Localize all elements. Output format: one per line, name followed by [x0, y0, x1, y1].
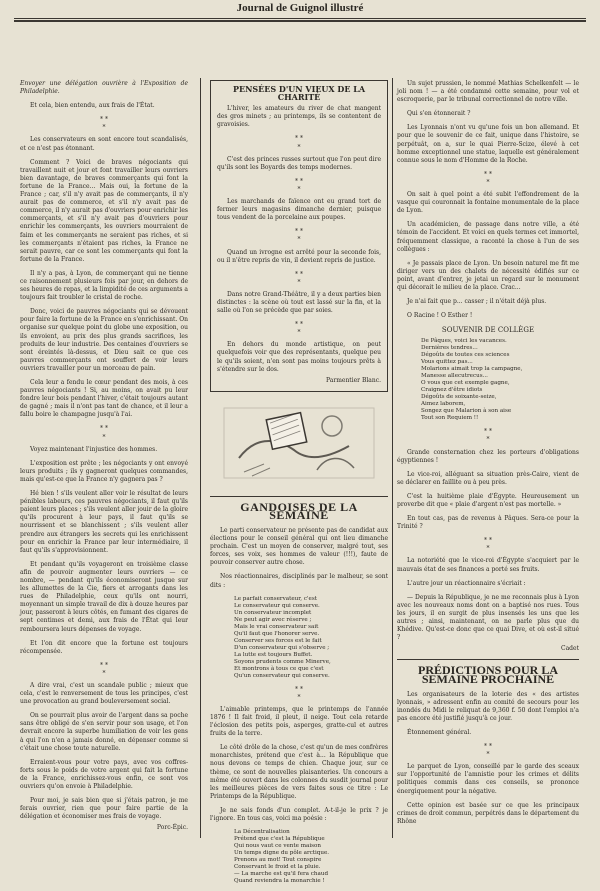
divider: [397, 659, 579, 660]
paragraph: L'aimable printemps, que le printemps de l'année 1876 ! Il fait froid, il pleut, il neige. Tout cela retarde l'éclosion des petits pois, asperges, gratte-cul et autres fruits de la terre.: [210, 705, 388, 738]
paragraph: Nos réactionnaires, disciplinés par le malheur, se sont dits :: [210, 573, 388, 589]
signature: Porc-Épic.: [156, 824, 188, 832]
section-stars: * * *: [100, 661, 108, 677]
paragraph: Les Lyonnais n'ont vu qu'une fois un bon allemand. Et pour que le souvenir de ce fait, unique dans l'histoire, se perpétuât, on a, sur le quai Pierre-Scize, élevé à cet homme exceptionnel une statue, laquelle est généralement connue sous le nom d'Homme de la Roche.: [397, 124, 579, 164]
paragraph: Le côté drôle de la chose, c'est qu'un de mes confrères monarchistes, prétend que c'est à... la République que nous devons ce temps de chien. Chaque jour, sur ce thème, ce sont de nouvelles plaisanteries. Un concours a même été ouvert dans les colonnes du susdit journal pour les meilleures pièces de vers faites sous ce titre : Le Printemps de la République.: [210, 744, 388, 800]
paragraph: A dire vrai, c'est un scandale public ; mieux que cela, c'est le renversement de tous les principes, c'est une provocation au grand bouleversement social.: [20, 682, 188, 706]
poem-line: Prenons au mot! Tout conspire: [234, 857, 322, 864]
poem-line: Craignez d'être idiots: [421, 387, 483, 394]
section-stars: * * *: [295, 685, 303, 701]
poem-line: Soyons prudents comme Minerve,: [234, 658, 331, 665]
poem-line: Conservant le froid et la pluie.: [234, 864, 321, 871]
paragraph: C'est des princes russes surtout que l'on peut dire qu'ils sont les Boyards des temps modernes.: [217, 155, 381, 171]
poem-line: Dégoûts de soixante-seize,: [421, 394, 497, 401]
section-title: GANDOISES DE LA SEMAINE: [240, 499, 358, 522]
poem-line: Qui nous vaut ce vente maison: [234, 843, 322, 850]
column-3: [397, 80, 579, 832]
paragraph: Comment ? Voici de braves négociants qui travaillent nuit et jour et font travailler leurs ouvriers bien davantage, de braves commerçants qui font la fortune de la France... Mais oui, la fortune de la France ; car, s'il n'y avait pas de commerçants, il n'y aurait pas de commerce, et s'il n'y avait pas de commerce, il n'y aurait pas d'ouvriers pour enrichir les commerçants, et s'il n'y avait pas d'ouvriers pour enrichir les commerçants, les ouvriers mourraient de faim et les commerçants ne seraient pas riches, et si les commerçants n'étaient pas riches, la France ne serait pauvre, car ce sont les commerçants qui font la fortune de la France.: [20, 158, 188, 263]
poem-line: Songez que Malarion à son aise: [421, 408, 512, 415]
section-stars: * * *: [295, 177, 303, 193]
intro-line: Envoyer une délégation ouvrière à l'Exposition de Philadelphie.: [20, 80, 188, 96]
section-stars: * * *: [295, 321, 303, 337]
section-stars: * * *: [484, 743, 492, 759]
paragraph: Il n'y a pas, à Lyon, de commerçant qui ne tienne ce raisonnement plusieurs fois par jour, en dehors de ses heures de repas, et la limpidité de ces arguments a toujours fait troubler le cristal de roche.: [20, 269, 188, 302]
poem: [234, 596, 388, 680]
poem-line: Qu'il faut que l'honorer serve.: [234, 630, 320, 637]
poem-line: Dernières tendres...: [421, 345, 478, 352]
paragraph: Donc, voici de pauvres négociants qui se dévouent pour faire la fortune de la France en s'enrichissant. On organise sur quelque point du globe une exposition, ou ils envoient, au prix des plus grands sacrifices, les produits de leur industrie. Des centaines d'ouvriers se sont éreintés là-dessus, et Dieu sait ce que ces pauvres commerçants ont souffert de voir leurs ouvriers travailler pour un morceau de pain.: [20, 308, 188, 372]
section-stars: * * *: [295, 270, 303, 286]
page-header: [0, 0, 600, 72]
paragraph: « Je passais place de Lyon. Un besoin naturel me fit me diriger vers un des chalets de nécessité édifiés sur ce point, avant d'entrer, je jetai un regard sur le monument qui décorait le milieu de la place. Crac...: [397, 259, 579, 291]
section-stars: * * *: [484, 428, 492, 444]
paragraph: Les organisateurs de la loterie des « des artistes lyonnais, » adressent enfin au comité de secours pour les inondés du Midi le reliquat de 9,360 f. 50 dont l'emploi n'a pas encore été justifié jusqu'à ce jour.: [397, 690, 579, 722]
section-stars: * * *: [484, 537, 492, 553]
poem-line: Conserver ses forces est le fait: [234, 637, 322, 644]
poem-line: Dégoûts de toutes ces sciences: [421, 352, 510, 359]
paragraph: L'autre jour un réactionnaire s'écriait :: [407, 579, 526, 587]
poem: [421, 338, 579, 422]
column-2: [210, 80, 388, 891]
section-stars: * * *: [100, 116, 108, 132]
paragraph: Hé bien ! s'ils veulent aller voir le résultat de leurs pénibles labeurs, ces pauvres négociants, il faut qu'ils paient leurs places ; s'ils veulent aller jouir de la gloire qu'ils procurent à leur pays, il faut qu'ils se nourrissent et se blanchissent ; s'ils veulent aller prendre aux étrangers les secrets qui les enrichissent pour en enrichir la France par leur intermédiaire, il faut qu'ils s'approvisionnent.: [20, 490, 188, 554]
header-rule-thick: [14, 20, 586, 22]
poem-line: O vous que cet exemple gagne,: [421, 380, 510, 387]
poem-line: Un conservateur incomplet: [234, 609, 312, 616]
section-title: PRÉDICTIONS POUR LA SEMAINE PROCHAINE: [417, 663, 558, 686]
poem-line: De Pâques, voici les vacances.: [421, 338, 507, 345]
paragraph: — Depuis la République, je ne me reconnais plus à Lyon avec les nouveaux noms dont on a baptisé nos rues. Tous les jours, il en surgit de plus insensés les uns que les autres ; ainsi, maintenant, on ne parle plus que du Khédive. Qu'est-ce donc que ce quai Dive, et où est-il situé ?: [397, 593, 579, 642]
paragraph: Le parquet de Lyon, conseillé par le garde des sceaux sur l'opportunité de l'amnistie pour les crimes et délits politiques commis dans ces conseils, se prononce énergiquement pour la négative.: [397, 763, 579, 795]
paragraph: Un sujet prussien, le nommé Mathias Schelkenfelt — le joli nom ! — a été condamné cette semaine, pour vol et escroquerie, par le tribunal correctionnel de notre ville.: [397, 80, 579, 104]
paragraph: Le vice-roi, alléguant sa situation près-Caire, vient de se déclarer en faillite ou à peu près.: [397, 470, 579, 486]
paragraph: On se pourrait plus avoir de l'argent dans sa poche sans être obligé de s'en servir pour son usage, et l'on devrait encore la superbe humiliation de voir les gens à qui l'on n'en a jamais donné, en dépenser comme si c'était une chose toute naturelle.: [20, 712, 188, 752]
poem: [234, 829, 388, 885]
poem-line: Qu'un conservateur qui conserve.: [234, 672, 330, 679]
column-1: [20, 80, 188, 833]
paragraph: Quand un ivrogne est arrêté pour la seconde fois, ou il n'être repris de vin, il devient repris de justice.: [217, 248, 381, 264]
poem-line: Un temps digne du pôle arctique.: [234, 850, 330, 857]
poem-line: La Décentralisation: [234, 829, 290, 836]
paragraph: O Racine ! O Esther !: [407, 312, 473, 320]
box-title: PENSÉES D'UN VIEUX DE LA CHARITÉ: [232, 84, 366, 103]
poem-line: Manesse allecutrecus...: [421, 373, 488, 380]
poem-line: Vous quittez pas...: [421, 359, 473, 366]
paragraph: Et pendant qu'ils voyageront en troisième classe afin de pouvoir augmenter leurs ouvriers — ce nombre, — pendant qu'ils économiseront jusque sur les allumettes de la Cie, fiers et arrogants dans les rues de Philadelphie, ceux qu'ils ont nourri, moyennant un simple travail de dix à douze heures par jour, passeront à leurs côtés, en fumant des cigares de sept centimes et demi, aux frais de l'État qui leur remboursera leurs dépenses de voyage.: [20, 560, 188, 633]
signature: Cadet: [561, 645, 579, 653]
illustration-sketch: [214, 398, 384, 488]
poem-line: Quand reviendra la monarchie !: [234, 878, 325, 885]
column-separator: [392, 78, 393, 838]
paragraph: Et cela, bien entendu, aux frais de l'État.: [30, 102, 155, 110]
section-stars: * * *: [295, 135, 303, 151]
poem-line: Prétend que c'est la République: [234, 836, 325, 843]
masthead: Journal de Guignol illustré: [236, 2, 364, 14]
section-stars: * * *: [295, 228, 303, 244]
paragraph: On sait à quel point a été subit l'effondrement de la vasque qui couronnait la fontaine monumentale de la place de Lyon.: [397, 191, 579, 215]
paragraph: Erraient-vous pour votre pays, avec vos coffres-forts sous le poids de votre argent qui fait la fortune de la France, enrichissez-vous enfin, ce sont vos ouvriers qu'on envoie à Philadelphie.: [20, 758, 188, 791]
paragraph: Qui s'en étonnerait ?: [407, 110, 471, 118]
poem-line: Aimez laborem,: [421, 401, 466, 408]
poem-line: Mais le vrai conservateur sait: [234, 623, 319, 630]
paragraph: En tout cas, pas de revenus à Pâques. Sera-ce pour la Trinité ?: [397, 515, 579, 531]
poem-line: D'un conservateur qui s'observe ;: [234, 644, 330, 651]
poem-line: Le parfait conservateur, c'est: [234, 595, 317, 602]
paragraph: Je ne sais fonds d'un complet. A-t-il-je le prix ? je l'ignore. En tous cas, voici ma poésie :: [210, 806, 388, 822]
paragraph: C'est la huitième plaie d'Égypte. Heureusement un proverbe dit que « plaie d'argent n'est pas mortelle. »: [397, 492, 579, 508]
poem-line: Tout son Requiem !!: [421, 415, 479, 422]
section-stars: * * *: [100, 425, 108, 441]
paragraph: Voyez maintenant l'injustice des hommes.: [30, 445, 158, 453]
paragraph: Un académicien, de passage dans notre ville, a été témoin de l'accident. Et voici en quels termes cet immortel, fréquemment classique, a raconté la chose à l'un de ses collègues :: [397, 221, 579, 253]
poem-line: — La marche est qu'il fera chaud: [234, 871, 329, 878]
paragraph: Dans notre Grand-Théâtre, il y a deux parties bien distinctes : la scène où tout est lassé sur la fin, et la salle où l'on se précède que par soies.: [217, 290, 381, 315]
poem-line: La lutte est toujours Buffet.: [234, 651, 313, 658]
poem-line: Molarions aimait trop la campagne,: [421, 366, 523, 373]
pensees-box: [210, 80, 388, 392]
paragraph: Cette opinion est basée sur ce que les principaux crimes de droit commun, perpétrés dans le département du Rhône: [397, 801, 580, 825]
poem-line: Ne peut agir avec réserve ;: [234, 616, 312, 623]
header-rule: [14, 18, 586, 19]
paragraph: Grande consternation chez les porteurs d'obligations égyptiennes !: [397, 448, 579, 464]
souvenir-title: SOUVENIR DE COLLÈGE: [441, 326, 535, 335]
paragraph: Pour moi, je sais bien que si j'étais patron, je me ferais ouvrier, rien que pour faire partie de la délégation et économiser mes frais de voyage.: [20, 797, 188, 821]
paragraph: Les conservateurs en sont encore tout scandalisés, et ce n'est pas étonnant.: [20, 136, 188, 152]
paragraph: La notoriété que le vice-roi d'Égypte s'acquiert par le mauvais état de ses finances a porté ses fruits.: [397, 557, 579, 573]
paragraph: L'exposition est prête ; les négociants y ont envoyé leurs produits ; ils y gagneront quelques commandes, mais qu'est-ce que la France n'y gagnera pas ?: [20, 459, 188, 483]
poem-line: Et montrons à tous ce que c'est: [234, 665, 324, 672]
paragraph: Je n'ai fait que p... casser ; il n'était déjà plus.: [407, 298, 547, 306]
paragraph: Les marchands de faïence ont eu grand tort de fermer leurs magasins dimanche dernier, puisque tous vendent de la porcelaine aux poupes.: [217, 198, 381, 222]
paragraph: Cela leur a fendu le cœur pendant des mois, à ces pauvres négociants ! Si, au moins, on avait pu leur fondre leur bois pendant l'hiver, c'était toujours autant de gagné ; mais il n'ont pas tant de chance, et il leur a fallu boire le champagne jusqu'à l'ai.: [20, 379, 188, 419]
column-separator: [200, 78, 201, 838]
poem-line: Le conservateur qui conserve.: [234, 602, 320, 609]
paragraph: Étonnement général.: [407, 728, 472, 736]
divider: [210, 496, 388, 497]
paragraph: En dehors du monde artistique, on peut quelquefois voir que des représentants, quelque peu le qu'ils soient, n'en sont pas moins toujours prêts à s'étendre sur le dos.: [217, 341, 381, 373]
paragraph: Et l'on dit encore que la fortune est toujours récompensée.: [20, 639, 188, 655]
signature: Parmentier Blanc.: [325, 376, 381, 384]
paragraph: L'hiver, les amateurs du river de chat mangent des gros minets ; au printemps, ils se contentent de gravoisies.: [217, 105, 381, 129]
paragraph: Le parti conservateur ne présente pas de candidat aux élections pour le conseil général qui ont lieu dimanche prochain. C'est un moyen de conserver, malgré tout, ses forces, ses voix, ses hommes de valeur (!!!), faute de pouvoir conserver autre chose.: [210, 527, 388, 567]
section-stars: * * *: [484, 170, 492, 186]
